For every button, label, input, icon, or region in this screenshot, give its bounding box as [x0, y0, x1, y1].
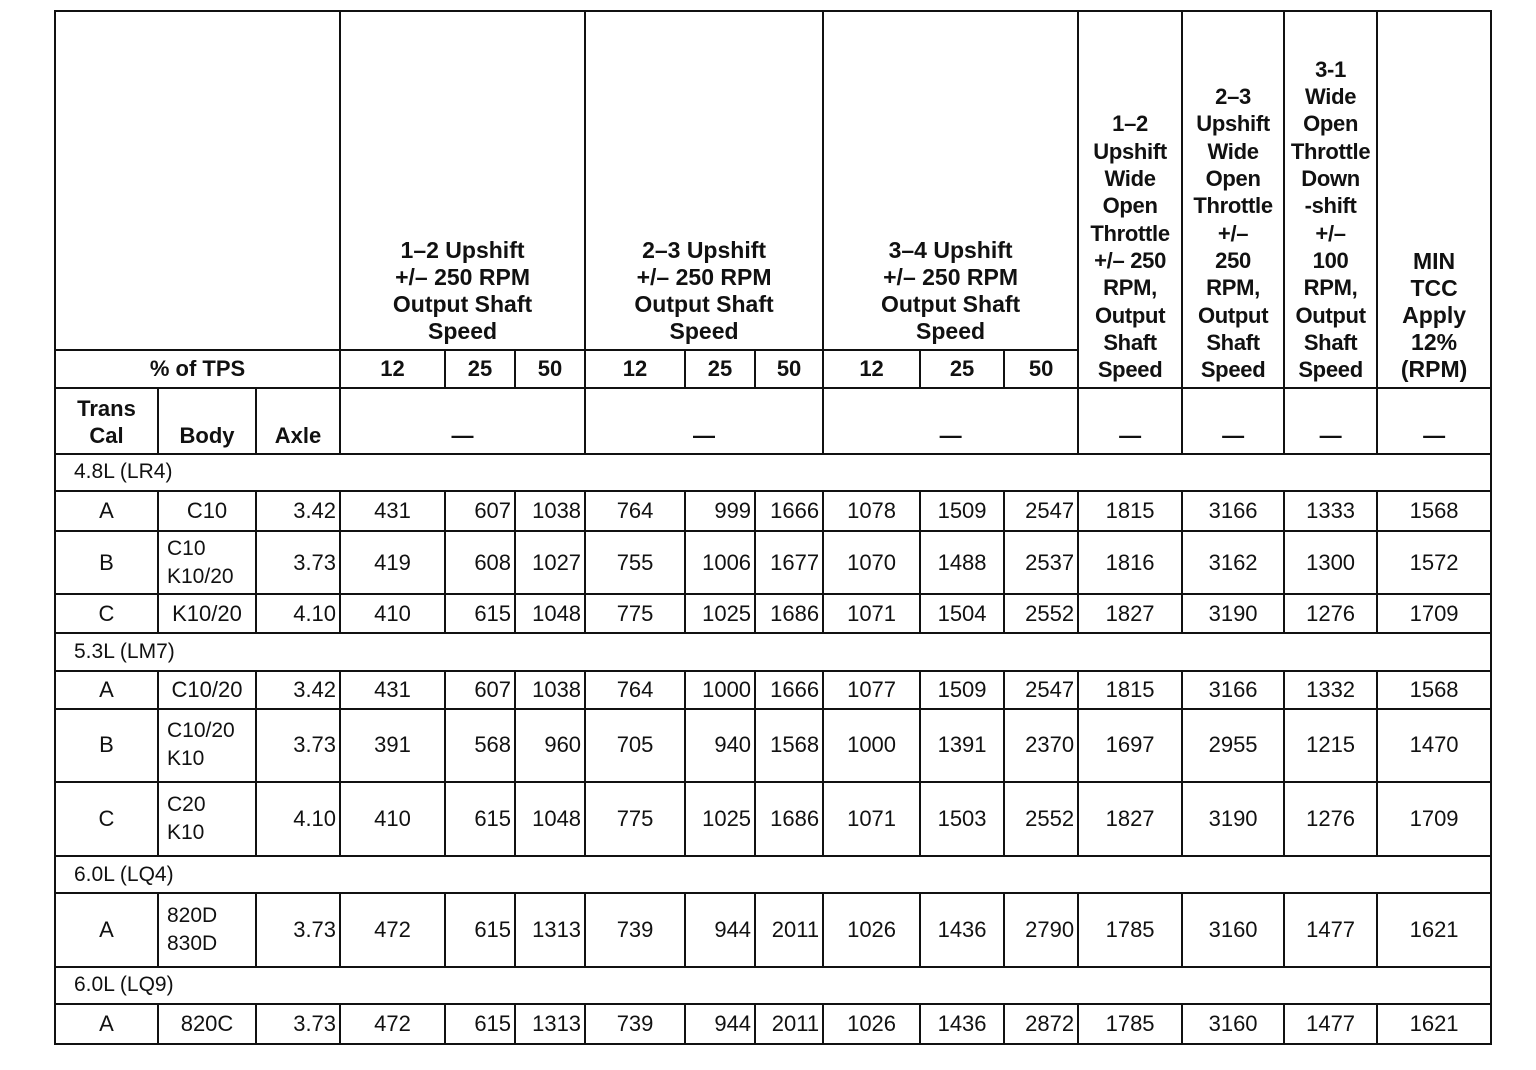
body-cell [158, 594, 256, 633]
header-min-tcc-apply [1377, 11, 1491, 388]
rpm-value-cell: 1000 [823, 709, 920, 782]
axle-cell: 3.42 [256, 491, 340, 531]
table-row [55, 671, 1491, 709]
header-wot-upshift-1-2 [1078, 11, 1182, 388]
header-line: +/– 250 RPM [395, 264, 530, 291]
dash-placeholder: — [1377, 388, 1491, 453]
rpm-value-cell: 3190 [1182, 782, 1284, 856]
trans-cal-cell: B [55, 709, 158, 782]
rpm-value-cell: 1436 [920, 1004, 1004, 1044]
rpm-value-cell: 705 [585, 709, 685, 782]
body-code: K10/20 [172, 600, 242, 626]
header-line: TCC [1410, 275, 1458, 302]
dash-placeholder: — [1182, 388, 1284, 453]
rpm-value-cell: 1666 [755, 491, 823, 531]
rpm-value-cell: 3166 [1182, 491, 1284, 531]
rpm-value-cell: 1300 [1284, 531, 1377, 594]
rpm-value-cell: 775 [585, 782, 685, 856]
header-wot-upshift-2-3 [1182, 11, 1284, 388]
rpm-value-cell: 1488 [920, 531, 1004, 594]
axle-cell: 3.42 [256, 671, 340, 709]
header-line: Shaft [1103, 329, 1157, 355]
header-line: +/– [1217, 220, 1249, 246]
header-upshift-1-2 [340, 11, 585, 350]
rpm-value-cell: 2872 [1004, 1004, 1078, 1044]
rpm-value-cell: 1477 [1284, 893, 1377, 966]
rpm-value-cell: 1070 [823, 531, 920, 594]
tps-label: % of TPS [55, 350, 340, 388]
tps-value: 25 [445, 350, 515, 388]
rpm-value-cell: 960 [515, 709, 585, 782]
header-line: Speed [669, 318, 739, 345]
header-line: +/– [1315, 220, 1346, 246]
dash-placeholder: — [585, 388, 823, 453]
rpm-value-cell: 472 [340, 1004, 445, 1044]
header-line: Speed [916, 318, 986, 345]
header-line: Wide [1304, 84, 1357, 110]
rpm-value-cell: 1215 [1284, 709, 1377, 782]
table-row [55, 709, 1491, 782]
axle-cell: 3.73 [256, 893, 340, 966]
rpm-value-cell: 1333 [1284, 491, 1377, 531]
header-upshift-3-4 [823, 11, 1078, 350]
header-line: +/– 250 [1094, 247, 1167, 273]
rpm-value-cell: 3160 [1182, 1004, 1284, 1044]
header-line: Speed [1298, 357, 1363, 383]
rpm-value-cell: 2955 [1182, 709, 1284, 782]
header-line: Output [1094, 302, 1166, 328]
tps-value: 25 [685, 350, 755, 388]
rpm-value-cell: 1568 [1377, 491, 1491, 531]
dash-placeholder: — [1284, 388, 1377, 453]
header-line: Wide [1207, 138, 1259, 164]
table-row [55, 1004, 1491, 1044]
rpm-value-cell: 2547 [1004, 671, 1078, 709]
rpm-value-cell: 1026 [823, 893, 920, 966]
trans-cal-cell: A [55, 1004, 158, 1044]
rpm-value-cell: 2552 [1004, 782, 1078, 856]
rpm-value-cell: 1477 [1284, 1004, 1377, 1044]
header-line: 100 [1312, 247, 1349, 273]
header-blank-cell [55, 11, 340, 350]
rpm-value-cell: 1503 [920, 782, 1004, 856]
rpm-value-cell: 1332 [1284, 671, 1377, 709]
rpm-value-cell: 568 [445, 709, 515, 782]
shift-speed-table [54, 10, 1492, 1045]
body-code: 830D [167, 931, 218, 955]
engine-group-row [55, 967, 1491, 1004]
header-line: Wide [1104, 166, 1156, 192]
rpm-value-cell: 739 [585, 893, 685, 966]
dash-placeholder: — [1078, 388, 1182, 453]
rpm-value-cell: 1509 [920, 671, 1004, 709]
rpm-value-cell: 431 [340, 491, 445, 531]
rpm-value-cell: 1006 [685, 531, 755, 594]
body-code: C10/20 [171, 676, 243, 702]
rpm-value-cell: 1436 [920, 893, 1004, 966]
body-cell [158, 491, 256, 531]
header-line: Upshift [1093, 138, 1167, 164]
header-line: 250 [1215, 247, 1251, 273]
rpm-value-cell: 1276 [1284, 594, 1377, 633]
tps-value: 50 [515, 350, 585, 388]
header-line: Throttle [1090, 220, 1170, 246]
tps-value: 25 [920, 350, 1004, 388]
rpm-value-cell: 1391 [920, 709, 1004, 782]
header-line: Output Shaft [880, 291, 1021, 318]
header-line: 12% [1411, 329, 1458, 356]
rpm-value-cell: 3190 [1182, 594, 1284, 633]
rpm-value-cell: 739 [585, 1004, 685, 1044]
header-line: -shift [1304, 193, 1357, 219]
trans-cal-cell: C [55, 594, 158, 633]
engine-group-row [55, 633, 1491, 670]
rpm-value-cell: 755 [585, 531, 685, 594]
body-cell [158, 782, 256, 856]
engine-group-row [55, 856, 1491, 893]
rpm-value-cell: 607 [445, 671, 515, 709]
table-body [55, 11, 1491, 1044]
header-line: Output [1197, 302, 1269, 328]
trans-cal-cell: C [55, 782, 158, 856]
axle-cell: 4.10 [256, 782, 340, 856]
header-line: Shaft [1206, 329, 1260, 355]
rpm-value-cell: 2011 [755, 893, 823, 966]
trans-cal-cell: A [55, 893, 158, 966]
rpm-value-cell: 1038 [515, 671, 585, 709]
header-line: Throttle [1290, 138, 1371, 164]
rpm-value-cell: 1504 [920, 594, 1004, 633]
rpm-value-cell: 944 [685, 893, 755, 966]
body-code: K10 [167, 821, 205, 845]
rpm-value-cell: 615 [445, 893, 515, 966]
rpm-value-cell: 1048 [515, 594, 585, 633]
body-code: C10 [167, 536, 206, 560]
engine-label: 4.8L (LR4) [55, 454, 1491, 491]
header-line: Apply [1402, 302, 1467, 329]
tps-value: 50 [755, 350, 823, 388]
rpm-value-cell: 1816 [1078, 531, 1182, 594]
rpm-value-cell: 1815 [1078, 491, 1182, 531]
rpm-value-cell: 1025 [685, 594, 755, 633]
header-line: Speed [1200, 357, 1266, 383]
rpm-value-cell: 775 [585, 594, 685, 633]
tps-value: 12 [823, 350, 920, 388]
axle-cell: 3.73 [256, 531, 340, 594]
rpm-value-cell: 1038 [515, 491, 585, 531]
axle-header: Axle [256, 388, 340, 453]
body-code: K10/20 [167, 564, 234, 588]
trans-cal-cell: A [55, 671, 158, 709]
rpm-value-cell: 2552 [1004, 594, 1078, 633]
rpm-value-cell: 410 [340, 782, 445, 856]
header-line: 3–4 Upshift [888, 237, 1013, 264]
body-code: C10/20 [167, 719, 235, 743]
body-cell [158, 709, 256, 782]
rpm-value-cell: 472 [340, 893, 445, 966]
rpm-value-cell: 1785 [1078, 1004, 1182, 1044]
rpm-value-cell: 944 [685, 1004, 755, 1044]
rpm-value-cell: 764 [585, 671, 685, 709]
rpm-value-cell: 1686 [755, 782, 823, 856]
rpm-value-cell: 1666 [755, 671, 823, 709]
rpm-value-cell: 999 [685, 491, 755, 531]
header-line: 1–2 Upshift [400, 237, 525, 264]
body-cell [158, 531, 256, 594]
header-row [55, 11, 1491, 350]
rpm-value-cell: 1568 [755, 709, 823, 782]
tps-value: 12 [585, 350, 685, 388]
header-line: (RPM) [1400, 356, 1468, 383]
header-line: Output Shaft [634, 291, 774, 318]
rpm-value-cell: 1313 [515, 1004, 585, 1044]
header-line: RPM, [1103, 275, 1157, 301]
rpm-value-cell: 1697 [1078, 709, 1182, 782]
dash-placeholder: — [340, 388, 585, 453]
rpm-value-cell: 1568 [1377, 671, 1491, 709]
body-cell [158, 671, 256, 709]
rpm-value-cell: 1071 [823, 594, 920, 633]
engine-label: 6.0L (LQ4) [55, 856, 1491, 893]
rpm-value-cell: 1621 [1377, 1004, 1491, 1044]
header-upshift-2-3 [585, 11, 823, 350]
tps-value: 12 [340, 350, 445, 388]
rpm-value-cell: 2370 [1004, 709, 1078, 782]
header-line: Cal [89, 422, 124, 448]
header-line: MIN [1412, 248, 1456, 275]
rpm-value-cell: 764 [585, 491, 685, 531]
body-code: C20 [167, 793, 206, 817]
rpm-value-cell: 1078 [823, 491, 920, 531]
tps-value: 50 [1004, 350, 1078, 388]
engine-group-row [55, 454, 1491, 491]
rpm-value-cell: 431 [340, 671, 445, 709]
rpm-value-cell: 1677 [755, 531, 823, 594]
body-code: C10 [186, 497, 228, 523]
rpm-value-cell: 1000 [685, 671, 755, 709]
body-code: 820C [180, 1010, 234, 1036]
rpm-value-cell: 1071 [823, 782, 920, 856]
rpm-value-cell: 940 [685, 709, 755, 782]
rpm-value-cell: 2790 [1004, 893, 1078, 966]
trans-cal-header [55, 388, 158, 453]
rpm-value-cell: 607 [445, 491, 515, 531]
header-line: Output Shaft [392, 291, 533, 318]
rpm-value-cell: 1815 [1078, 671, 1182, 709]
axle-cell: 3.73 [256, 1004, 340, 1044]
header-line: Trans [77, 395, 136, 421]
header-line: Down [1301, 166, 1360, 192]
header-line: 2–3 [1215, 84, 1251, 110]
table-row [55, 782, 1491, 856]
dash-placeholder: — [823, 388, 1078, 453]
table-row [55, 594, 1491, 633]
header-wot-downshift-3-1 [1284, 11, 1377, 388]
subheader-row [55, 388, 1491, 453]
header-line: 1–2 [1112, 111, 1148, 137]
engine-label: 6.0L (LQ9) [55, 967, 1491, 1004]
body-cell [158, 1004, 256, 1044]
trans-cal-cell: A [55, 491, 158, 531]
rpm-value-cell: 3160 [1182, 893, 1284, 966]
trans-cal-cell: B [55, 531, 158, 594]
table-row [55, 893, 1491, 966]
header-line: Open [1205, 166, 1261, 192]
rpm-value-cell: 1509 [920, 491, 1004, 531]
header-line: Speed [1097, 357, 1163, 383]
header-line: +/– 250 RPM [883, 264, 1019, 291]
rpm-value-cell: 615 [445, 594, 515, 633]
rpm-value-cell: 1572 [1377, 531, 1491, 594]
rpm-value-cell: 1025 [685, 782, 755, 856]
table-row [55, 491, 1491, 531]
header-line: Upshift [1196, 111, 1270, 137]
rpm-value-cell: 1709 [1377, 782, 1491, 856]
axle-cell: 4.10 [256, 594, 340, 633]
rpm-value-cell: 1026 [823, 1004, 920, 1044]
header-line: RPM, [1303, 275, 1358, 301]
header-line: Output [1295, 302, 1366, 328]
body-header: Body [158, 388, 256, 453]
rpm-value-cell: 391 [340, 709, 445, 782]
rpm-value-cell: 1709 [1377, 594, 1491, 633]
table-row [55, 531, 1491, 594]
rpm-value-cell: 1276 [1284, 782, 1377, 856]
header-line: 3-1 [1315, 56, 1347, 82]
header-line: 2–3 Upshift [642, 237, 767, 264]
header-line: Open [1102, 193, 1158, 219]
rpm-value-cell: 2547 [1004, 491, 1078, 531]
rpm-value-cell: 1048 [515, 782, 585, 856]
header-line: Throttle [1193, 193, 1273, 219]
rpm-value-cell: 615 [445, 1004, 515, 1044]
rpm-value-cell: 1785 [1078, 893, 1182, 966]
body-code: 820D [167, 903, 218, 927]
rpm-value-cell: 2537 [1004, 531, 1078, 594]
header-line: Shaft [1303, 329, 1358, 355]
rpm-value-cell: 419 [340, 531, 445, 594]
header-line: RPM, [1206, 275, 1260, 301]
rpm-value-cell: 1621 [1377, 893, 1491, 966]
header-line: Speed [428, 318, 498, 345]
body-cell [158, 893, 256, 966]
rpm-value-cell: 1827 [1078, 782, 1182, 856]
body-code: K10 [167, 747, 205, 771]
header-line: Open [1303, 111, 1359, 137]
rpm-value-cell: 1686 [755, 594, 823, 633]
rpm-value-cell: 608 [445, 531, 515, 594]
rpm-value-cell: 1827 [1078, 594, 1182, 633]
rpm-value-cell: 3162 [1182, 531, 1284, 594]
rpm-value-cell: 1027 [515, 531, 585, 594]
rpm-value-cell: 1077 [823, 671, 920, 709]
header-line: +/– 250 RPM [636, 264, 772, 291]
rpm-value-cell: 1470 [1377, 709, 1491, 782]
rpm-value-cell: 410 [340, 594, 445, 633]
rpm-value-cell: 615 [445, 782, 515, 856]
rpm-value-cell: 2011 [755, 1004, 823, 1044]
rpm-value-cell: 1313 [515, 893, 585, 966]
axle-cell: 3.73 [256, 709, 340, 782]
engine-label: 5.3L (LM7) [55, 633, 1491, 670]
rpm-value-cell: 3166 [1182, 671, 1284, 709]
